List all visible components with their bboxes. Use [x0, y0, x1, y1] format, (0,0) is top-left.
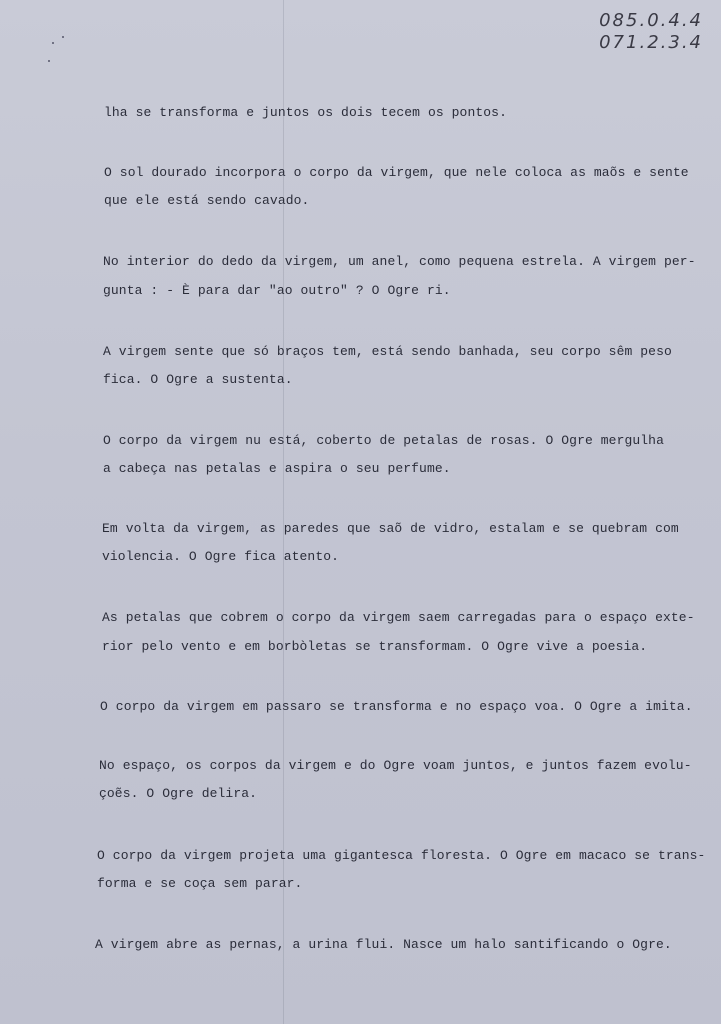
archive-code-line-1: 085.0.4.4	[599, 10, 703, 31]
text-line: O corpo da virgem projeta uma gigantesca floresta. O Ogre em macaco se trans-	[97, 848, 706, 863]
text-line: As petalas que cobrem o corpo da virgem saem carregadas para o espaço exte-	[102, 610, 695, 625]
archive-code-line-2: 071.2.3.4	[599, 32, 703, 53]
ink-speck	[48, 60, 50, 62]
text-line: No interior do dedo da virgem, um anel, como pequena estrela. A virgem per-	[103, 254, 696, 269]
text-line: Em volta da virgem, as paredes que saõ de vidro, estalam e se quebram com	[102, 521, 679, 536]
text-line: O sol dourado incorpora o corpo da virgem, que nele coloca as maõs e sente	[104, 165, 689, 180]
text-line: O corpo da virgem nu está, coberto de petalas de rosas. O Ogre mergulha	[103, 433, 664, 448]
text-line: O corpo da virgem em passaro se transforma e no espaço voa. O Ogre a imita.	[100, 699, 693, 714]
text-line: forma e se coça sem parar.	[97, 876, 303, 891]
text-line: rior pelo vento e em borbòletas se transformam. O Ogre vive a poesia.	[102, 639, 648, 654]
text-line: çoẽs. O Ogre delira.	[99, 786, 258, 801]
text-line: No espaço, os corpos da virgem e do Ogre voam juntos, e juntos fazem evolu-	[99, 758, 692, 773]
text-line: violencia. O Ogre fica atento.	[102, 549, 340, 564]
text-line: A virgem sente que só braços tem, está sendo banhada, seu corpo sêm peso	[103, 344, 672, 359]
text-line: que ele está sendo cavado.	[104, 193, 310, 208]
text-line: A virgem abre as pernas, a urina flui. Nasce um halo santificando o Ogre.	[95, 937, 672, 952]
text-line: a cabeça nas petalas e aspira o seu perfume.	[103, 461, 451, 476]
text-line: gunta : - È para dar "ao outro" ? O Ogre ri.	[103, 283, 451, 298]
text-line: fica. O Ogre a sustenta.	[103, 372, 293, 387]
archive-code	[599, 10, 703, 54]
paper-fold-line	[283, 0, 284, 1024]
ink-speck	[62, 36, 64, 38]
text-line: lha se transforma e juntos os dois tecem os pontos.	[104, 105, 507, 120]
ink-speck	[52, 42, 54, 44]
